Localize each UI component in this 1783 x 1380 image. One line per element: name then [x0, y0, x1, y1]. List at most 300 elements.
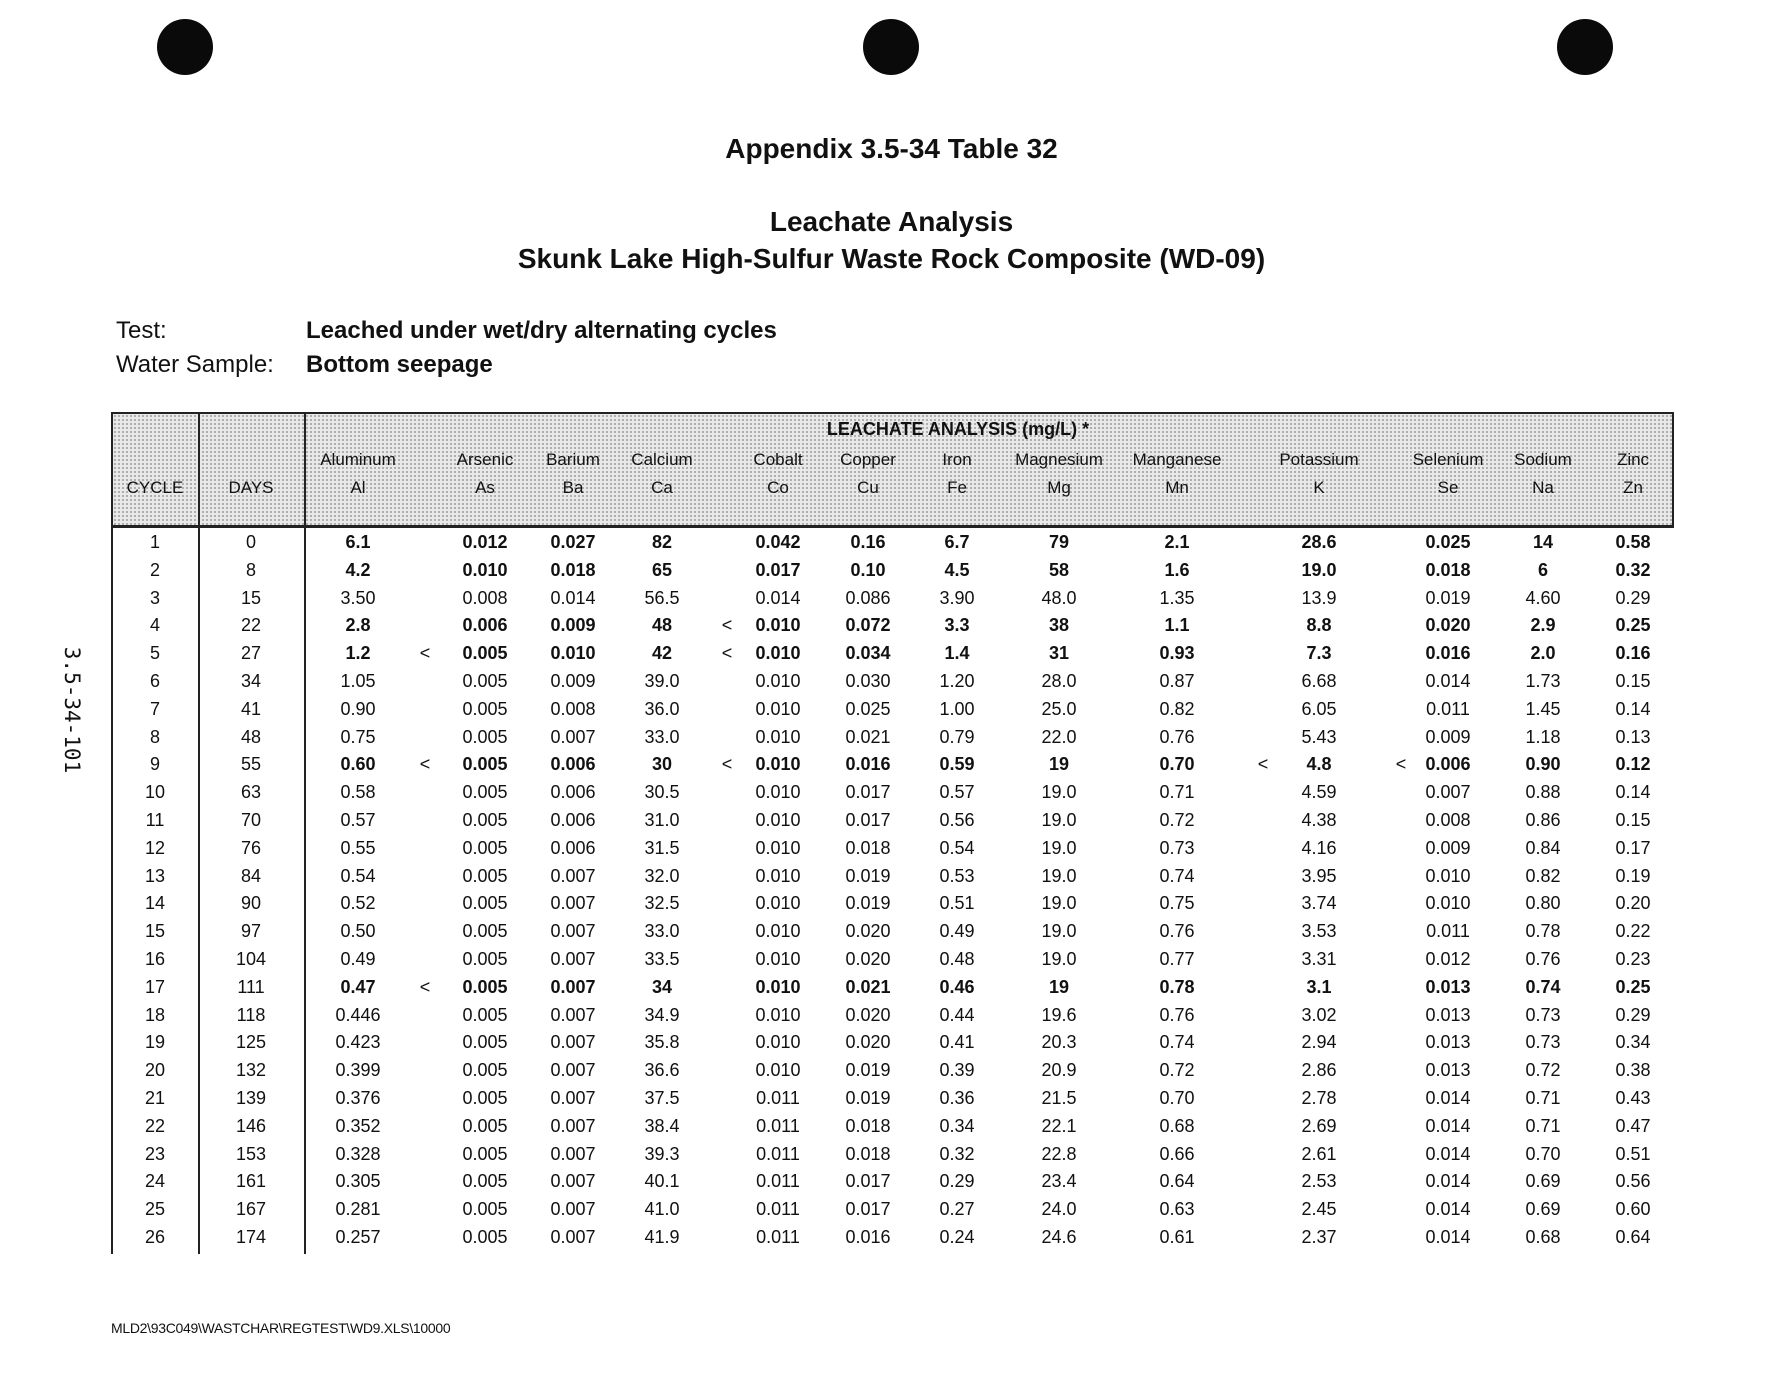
value-cell: 6.7	[944, 532, 970, 552]
value-cell: 0.014	[1425, 671, 1471, 691]
value-cell: 33.0	[644, 921, 680, 942]
cycle-cell: 23	[144, 1143, 166, 1164]
value-cell: 0.82	[1525, 865, 1561, 886]
value-cell: 1.2	[345, 643, 371, 664]
table-row	[111, 1227, 1674, 1255]
column-header-name: Iron	[942, 450, 972, 469]
value-cell: 0.010	[755, 643, 801, 664]
value-cell: 0.020	[845, 1032, 891, 1053]
value-cell: 40.1	[644, 1171, 680, 1192]
value-cell: 0.007	[550, 1143, 596, 1164]
value-cell: 0.60	[1615, 1199, 1651, 1220]
value-cell: 0.281	[335, 1199, 381, 1220]
value-cell: 30.5	[644, 782, 680, 803]
value-cell: 0.017	[845, 1199, 891, 1220]
value-cell: 0.042	[755, 532, 801, 552]
value-cell: 0.72	[1159, 1060, 1195, 1081]
value-cell: 0.19	[1615, 865, 1651, 886]
value-cell: 36.0	[644, 698, 680, 719]
cycle-cell: 15	[144, 921, 166, 942]
value-cell: 13.9	[1301, 587, 1337, 608]
value-cell: 0.57	[939, 782, 975, 803]
value-cell: 19.0	[1301, 559, 1337, 580]
value-cell: 2.53	[1301, 1171, 1337, 1192]
value-cell: 0.072	[845, 615, 891, 636]
value-cell: 41.9	[644, 1227, 680, 1247]
value-cell: 0.48	[939, 949, 975, 969]
value-cell: 0.020	[1425, 615, 1471, 636]
value-cell: 0.58	[340, 782, 376, 803]
value-cell: 0.019	[845, 1088, 891, 1108]
column-header-symbol: Co	[767, 478, 789, 497]
cycle-header: CYCLE	[126, 478, 184, 497]
days-cell: 125	[235, 1032, 267, 1053]
value-cell: 0.007	[550, 1171, 596, 1192]
table-row	[111, 1144, 1674, 1172]
days-cell: 55	[240, 754, 262, 775]
value-cell: 20.3	[1041, 1032, 1077, 1053]
value-cell: 0.025	[1425, 532, 1471, 552]
value-cell: 4.2	[345, 559, 371, 580]
days-cell: 167	[235, 1199, 267, 1220]
value-cell: 0.018	[845, 1115, 891, 1136]
value-cell: 0.006	[550, 810, 596, 830]
table-row	[111, 782, 1674, 810]
value-cell: 4.8	[1306, 754, 1332, 775]
value-cell: 58	[1048, 559, 1070, 580]
value-cell: 0.57	[340, 810, 376, 830]
value-cell: 0.34	[939, 1115, 975, 1136]
value-cell: 0.66	[1159, 1143, 1195, 1164]
value-cell: 0.73	[1525, 1004, 1561, 1025]
value-cell: 0.352	[335, 1115, 381, 1136]
value-cell: 19.0	[1041, 893, 1077, 914]
value-cell: 3.95	[1301, 865, 1337, 886]
value-cell: 0.010	[1425, 865, 1471, 886]
column-header-symbol: Zn	[1623, 478, 1643, 497]
value-cell: 0.011	[756, 1171, 800, 1192]
value-cell: 0.016	[1425, 643, 1471, 664]
value-cell: 3.3	[944, 615, 970, 636]
value-cell: 23.4	[1041, 1171, 1077, 1192]
cycle-cell: 25	[144, 1199, 166, 1220]
value-cell: 2.45	[1301, 1199, 1337, 1220]
value-cell: 2.9	[1530, 615, 1556, 636]
value-cell: 0.008	[550, 698, 596, 719]
value-cell: 0.78	[1159, 976, 1195, 997]
value-cell: 34	[651, 976, 673, 997]
value-cell: 0.77	[1159, 949, 1195, 969]
value-cell: 3.1	[1306, 976, 1332, 997]
value-cell: 0.017	[845, 810, 891, 830]
table-row	[111, 1171, 1674, 1199]
value-cell: 82	[651, 532, 673, 552]
value-cell: 0.53	[939, 865, 975, 886]
value-cell: 0.55	[340, 837, 376, 858]
value-cell: 65	[651, 559, 673, 580]
cycle-cell: 1	[149, 532, 161, 552]
value-cell: 0.017	[755, 559, 801, 580]
value-cell: 0.020	[845, 1004, 891, 1025]
table-row	[111, 893, 1674, 921]
value-cell: 0.70	[1525, 1143, 1561, 1164]
value-cell: 1.18	[1525, 726, 1561, 747]
table-row	[111, 699, 1674, 727]
value-cell: 36.6	[644, 1060, 680, 1081]
column-header-symbol: Fe	[947, 478, 967, 497]
value-cell: 32.5	[644, 893, 680, 914]
value-cell: 0.68	[1525, 1227, 1561, 1247]
punch-hole-left	[157, 19, 213, 75]
page-subtitle: Skunk Lake High-Sulfur Waste Rock Composite (WD-09)	[517, 243, 1266, 274]
value-cell: 2.86	[1301, 1060, 1337, 1081]
value-cell: 48	[651, 615, 673, 636]
days-cell: 132	[235, 1060, 267, 1081]
value-cell: 0.72	[1525, 1060, 1561, 1081]
days-cell: 48	[240, 726, 262, 747]
value-cell: 6	[1537, 559, 1549, 580]
value-cell: 0.005	[462, 837, 508, 858]
value-cell: 0.014	[1425, 1143, 1471, 1164]
cycle-cell: 12	[144, 837, 166, 858]
value-cell: 0.010	[755, 1004, 801, 1025]
value-cell: 3.31	[1301, 949, 1337, 969]
value-cell: 0.005	[462, 754, 508, 775]
value-cell: 0.39	[939, 1060, 975, 1081]
value-cell: 48.0	[1041, 587, 1077, 608]
days-header: DAYS	[228, 478, 274, 497]
value-cell: 1.35	[1159, 587, 1195, 608]
value-cell: 0.019	[845, 1060, 891, 1081]
page-title: Leachate Analysis	[769, 206, 1014, 237]
value-cell: 0.010	[755, 754, 801, 775]
value-cell: 19	[1048, 976, 1070, 997]
value-cell: 24.0	[1041, 1199, 1077, 1220]
value-cell: 0.016	[845, 754, 891, 775]
value-cell: 24.6	[1041, 1227, 1077, 1247]
less-than-marker: <	[419, 754, 431, 775]
value-cell: 0.005	[462, 810, 508, 830]
value-cell: 0.010	[550, 643, 596, 664]
table-row	[111, 1088, 1674, 1116]
column-header-symbol: Na	[1532, 478, 1554, 497]
table-row	[111, 754, 1674, 782]
days-cell: 104	[235, 949, 267, 969]
column-header-name: Cobalt	[753, 450, 803, 469]
value-cell: 0.005	[462, 726, 508, 747]
days-cell: 161	[235, 1171, 267, 1192]
value-cell: 0.38	[1615, 1060, 1651, 1081]
value-cell: 0.76	[1159, 726, 1195, 747]
value-cell: 0.74	[1159, 865, 1195, 886]
value-cell: 0.007	[550, 921, 596, 942]
value-cell: 0.29	[1615, 587, 1651, 608]
value-cell: 4.59	[1301, 782, 1337, 803]
value-cell: 0.16	[850, 532, 886, 552]
value-cell: 0.009	[1425, 726, 1471, 747]
less-than-marker: <	[721, 643, 733, 664]
value-cell: 0.82	[1159, 698, 1195, 719]
value-cell: 0.006	[1425, 754, 1471, 775]
leachate-table	[111, 412, 1674, 1254]
table-row	[111, 560, 1674, 588]
table-row	[111, 866, 1674, 894]
value-cell: 28.0	[1041, 671, 1077, 691]
days-cell: 22	[240, 615, 262, 636]
less-than-marker: <	[419, 976, 431, 997]
value-cell: 0.74	[1159, 1032, 1195, 1053]
value-cell: 0.034	[845, 643, 891, 664]
value-cell: 0.75	[1159, 893, 1195, 914]
table-row	[111, 949, 1674, 977]
value-cell: 19	[1048, 754, 1070, 775]
value-cell: 0.47	[340, 976, 376, 997]
value-cell: 0.006	[462, 615, 508, 636]
sample-value: Bottom seepage	[306, 351, 493, 378]
column-header-name: Manganese	[1132, 450, 1222, 469]
table-row	[111, 615, 1674, 643]
value-cell: 4.16	[1301, 837, 1337, 858]
value-cell: 0.87	[1159, 671, 1195, 691]
value-cell: 0.27	[939, 1199, 975, 1220]
table-row	[111, 838, 1674, 866]
value-cell: 39.3	[644, 1143, 680, 1164]
value-cell: 30	[651, 754, 673, 775]
value-cell: 0.72	[1159, 810, 1195, 830]
value-cell: 4.5	[944, 559, 970, 580]
days-cell: 27	[240, 643, 262, 664]
days-cell: 34	[240, 671, 262, 691]
value-cell: 0.007	[550, 1088, 596, 1108]
sample-label: Water Sample:	[116, 351, 274, 378]
value-cell: 0.41	[939, 1032, 975, 1053]
value-cell: 0.013	[1425, 1032, 1471, 1053]
value-cell: 0.016	[845, 1227, 891, 1247]
table-row	[111, 977, 1674, 1005]
days-cell: 8	[245, 559, 257, 580]
value-cell: 0.29	[939, 1171, 975, 1192]
table-row	[111, 921, 1674, 949]
value-cell: 0.12	[1615, 754, 1651, 775]
value-cell: 0.63	[1159, 1199, 1195, 1220]
value-cell: 0.010	[755, 615, 801, 636]
value-cell: 0.25	[1615, 976, 1651, 997]
value-cell: 0.70	[1159, 1088, 1195, 1108]
value-cell: 0.005	[462, 1060, 508, 1081]
value-cell: 0.423	[335, 1032, 381, 1053]
column-header-symbol: K	[1313, 478, 1325, 497]
value-cell: 0.007	[550, 893, 596, 914]
cycle-cell: 4	[149, 615, 161, 636]
table-row	[111, 1199, 1674, 1227]
value-cell: 0.399	[335, 1060, 381, 1081]
value-cell: 20.9	[1041, 1060, 1077, 1081]
value-cell: 0.68	[1159, 1115, 1195, 1136]
value-cell: 0.80	[1525, 893, 1561, 914]
value-cell: 0.014	[1425, 1171, 1471, 1192]
value-cell: 2.1	[1164, 532, 1190, 552]
value-cell: 7.3	[1306, 643, 1332, 664]
value-cell: 2.94	[1301, 1032, 1337, 1053]
less-than-marker: <	[721, 754, 733, 775]
value-cell: 0.15	[1615, 810, 1651, 830]
value-cell: 0.025	[845, 698, 891, 719]
days-cell: 90	[240, 893, 262, 914]
value-cell: 0.009	[550, 615, 596, 636]
value-cell: 0.76	[1159, 921, 1195, 942]
table-row	[111, 727, 1674, 755]
table-row	[111, 810, 1674, 838]
value-cell: 1.6	[1164, 559, 1190, 580]
column-header-name: Barium	[546, 450, 600, 469]
footer-file-path: MLD2\93C049\WASTCHAR\REGTEST\WD9.XLS\10000	[111, 1320, 451, 1336]
value-cell: 0.018	[1425, 559, 1471, 580]
value-cell: 1.05	[340, 671, 376, 691]
value-cell: 1.1	[1164, 615, 1190, 636]
value-cell: 0.305	[335, 1171, 381, 1192]
value-cell: 0.011	[756, 1088, 800, 1108]
column-header-symbol: Ba	[562, 478, 584, 497]
value-cell: 0.013	[1425, 976, 1471, 997]
less-than-marker: <	[1257, 754, 1269, 775]
value-cell: 0.014	[1425, 1088, 1471, 1108]
value-cell: 31	[1048, 643, 1070, 664]
table-right-edge	[1672, 412, 1674, 528]
value-cell: 8.8	[1306, 615, 1332, 636]
cycle-cell: 22	[144, 1115, 166, 1136]
value-cell: 0.010	[755, 1060, 801, 1081]
value-cell: 0.75	[340, 726, 376, 747]
days-cell: 84	[240, 865, 262, 886]
value-cell: 0.51	[1615, 1143, 1651, 1164]
table-row	[111, 643, 1674, 671]
test-label: Test:	[116, 317, 167, 344]
value-cell: 31.0	[644, 810, 680, 830]
value-cell: 0.019	[845, 865, 891, 886]
value-cell: 0.005	[462, 1115, 508, 1136]
value-cell: 0.005	[462, 698, 508, 719]
value-cell: 0.46	[939, 976, 975, 997]
value-cell: 0.019	[1425, 587, 1471, 608]
value-cell: 19.0	[1041, 837, 1077, 858]
value-cell: 33.0	[644, 726, 680, 747]
value-cell: 0.51	[939, 893, 975, 914]
value-cell: 0.012	[462, 532, 508, 552]
column-header-symbol: Ca	[651, 478, 673, 497]
value-cell: 0.64	[1159, 1171, 1195, 1192]
column-header-name: Aluminum	[320, 450, 396, 469]
column-header-name: Magnesium	[1015, 450, 1103, 469]
value-cell: 32.0	[644, 865, 680, 886]
value-cell: 0.007	[550, 1115, 596, 1136]
value-cell: 1.20	[939, 671, 975, 691]
value-cell: 0.32	[1615, 559, 1651, 580]
value-cell: 0.74	[1525, 976, 1561, 997]
value-cell: 22.0	[1041, 726, 1077, 747]
value-cell: 0.257	[335, 1227, 381, 1247]
column-header-name: Arsenic	[456, 450, 514, 469]
value-cell: 35.8	[644, 1032, 680, 1053]
value-cell: 34.9	[644, 1004, 680, 1025]
value-cell: 31.5	[644, 837, 680, 858]
table-row	[111, 1060, 1674, 1088]
value-cell: 0.010	[462, 559, 508, 580]
value-cell: 41.0	[644, 1199, 680, 1220]
days-cell: 146	[235, 1115, 267, 1136]
cycle-cell: 3	[149, 587, 161, 608]
value-cell: 0.010	[755, 1032, 801, 1053]
value-cell: 0.010	[755, 893, 801, 914]
group-header-label: LEACHATE ANALYSIS (mg/L) *	[826, 419, 1090, 439]
value-cell: 0.008	[462, 587, 508, 608]
value-cell: 22.8	[1041, 1143, 1077, 1164]
value-cell: 0.005	[462, 949, 508, 969]
value-cell: 0.60	[340, 754, 376, 775]
value-cell: 0.007	[1425, 782, 1471, 803]
value-cell: 0.15	[1615, 671, 1651, 691]
value-cell: 0.50	[340, 921, 376, 942]
days-cell: 70	[240, 810, 262, 830]
cycle-cell: 20	[144, 1060, 166, 1081]
value-cell: 0.376	[335, 1088, 381, 1108]
value-cell: 0.008	[1425, 810, 1471, 830]
days-cell: 15	[240, 587, 262, 608]
value-cell: 0.54	[340, 865, 376, 886]
value-cell: 0.52	[340, 893, 376, 914]
value-cell: 0.73	[1159, 837, 1195, 858]
value-cell: 0.009	[1425, 837, 1471, 858]
table-row	[111, 1032, 1674, 1060]
value-cell: 0.011	[756, 1227, 800, 1247]
value-cell: 19.0	[1041, 949, 1077, 969]
value-cell: 0.007	[550, 1227, 596, 1247]
value-cell: 0.005	[462, 643, 508, 664]
value-cell: 0.011	[756, 1199, 800, 1220]
days-cell: 97	[240, 921, 262, 942]
value-cell: 0.005	[462, 893, 508, 914]
value-cell: 0.56	[1615, 1171, 1651, 1192]
column-header-symbol: Cu	[857, 478, 879, 497]
value-cell: 0.59	[939, 754, 975, 775]
value-cell: 0.69	[1525, 1199, 1561, 1220]
value-cell: 0.17	[1615, 837, 1651, 858]
value-cell: 19.0	[1041, 865, 1077, 886]
value-cell: 0.010	[755, 976, 801, 997]
value-cell: 33.5	[644, 949, 680, 969]
value-cell: 0.76	[1159, 1004, 1195, 1025]
value-cell: 0.020	[845, 949, 891, 969]
value-cell: 19.0	[1041, 782, 1077, 803]
value-cell: 0.014	[1425, 1227, 1471, 1247]
value-cell: 2.37	[1301, 1227, 1337, 1247]
value-cell: 2.69	[1301, 1115, 1337, 1136]
less-than-marker: <	[721, 615, 733, 636]
value-cell: 1.45	[1525, 698, 1561, 719]
value-cell: 0.10	[850, 559, 886, 580]
value-cell: 0.93	[1159, 643, 1195, 664]
value-cell: 2.61	[1301, 1143, 1337, 1164]
cycle-cell: 17	[144, 976, 166, 997]
value-cell: 0.027	[550, 532, 596, 552]
value-cell: 0.005	[462, 1088, 508, 1108]
value-cell: 0.14	[1615, 782, 1651, 803]
table-row	[111, 671, 1674, 699]
value-cell: 0.021	[845, 976, 891, 997]
cycle-cell: 24	[144, 1171, 166, 1192]
column-header-symbol: As	[475, 478, 495, 497]
value-cell: 0.005	[462, 671, 508, 691]
value-cell: 0.017	[845, 782, 891, 803]
